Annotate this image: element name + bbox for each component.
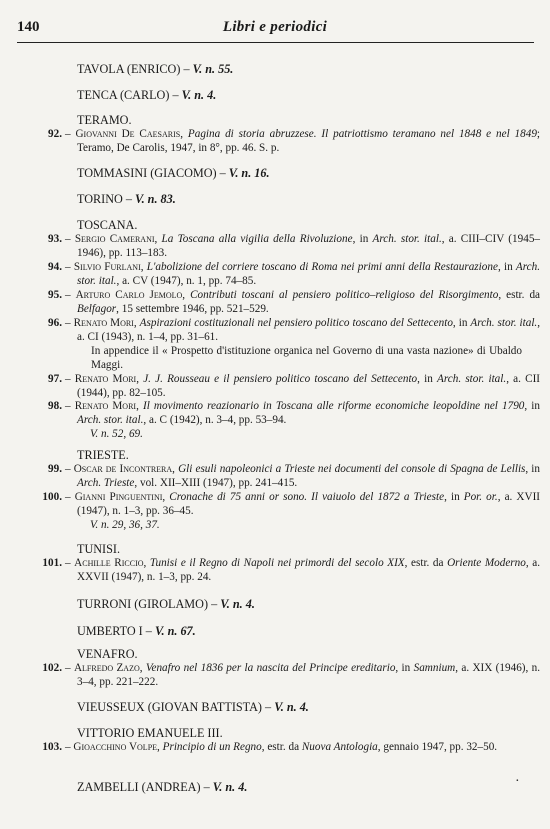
entry-publication: , vol. XII–XIII (1947), pp. 241–415. [134,477,298,489]
index-heading-tenca: TENCA (CARLO) – V. n. 4. [77,88,217,102]
entry-author: Renato Mori [74,373,137,385]
header-rule [17,42,534,43]
entry-publication: ; Teramo, De Carolis, 1947, in 8°, pp. 46. S. p. [77,128,541,154]
bibliography-entry-99: 99. – Oscar de Incontrera, Gli esuli napoleonici a Trieste nei documenti del console di Spagna de Lellis, in Arch. Trieste, vol. XII–XIII (1947), pp. 241–415. [0,462,540,490]
entry-journal: Samnium [413,662,456,674]
entry-number: 93. [48,233,62,245]
entry-journal: Arch. stor. ital. [77,261,541,287]
bibliography-entry-92: 92. – Giovanni De Caesaris, Pagina di storia abruzzese. Il patriottismo teramano nel 1848 e nel 1849; Teramo, De Carolis, 1947, in 8°, pp. 46. S. p. [0,127,540,155]
index-heading-tunisi [77,542,120,556]
entry-number: 96. [48,317,62,329]
cross-reference: V. n. 4. [181,88,217,102]
entry-cross-reference: V. n. 29, 36, 37. [90,519,160,531]
bibliography-entry-94: 94. – Silvio Furlani, L'abolizione del corriere toscano di Roma nei primi anni della Restaurazione, in Arch. stor. ital., a. CV (1947), n. 1, pp. 74–85. [0,260,540,288]
entry-author: Silvio Furlani [73,261,141,273]
cross-reference: V. n. 4. [274,700,309,714]
entry-journal: Arch. stor. ital. [372,233,442,245]
entry-author: Alfredo Zazo [73,662,140,674]
entry-publication: , a. XXVII (1947), n. 1–3, pp. 24. [77,557,540,583]
index-heading-umberto: UMBERTO I – V. n. 67. [77,624,196,638]
heading-name: VITTORIO EMANUELE III. [77,726,223,740]
bibliography-entry-96: 96. – Renato Mori, Aspirazioni costituzionali nel pensiero politico toscano del Settecento, in Arch. stor. ital., a. CI (1943), n. 1–4, pp. 31–61. In appendice il « Prospetto d'istituzione organica nel Governo di una vasta nazione» di Ubaldo Maggi. [0,316,540,372]
entry-title: Aspirazioni costituzionali nel pensiero politico toscano del Settecento [139,317,453,329]
heading-name: TENCA (CARLO) [77,88,170,102]
entry-title: Contributi toscani al pensiero politico–religioso del Risorgimento [190,289,499,301]
index-heading-trieste [77,448,129,462]
index-heading-tommasini: TOMMASINI (GIACOMO) – V. n. 16. [77,166,270,180]
entry-publication: , 15 settembre 1946, pp. 521–529. [116,303,269,315]
print-mark: · [515,774,520,789]
entry-number: 101. [42,557,62,569]
entry-publication: , a. C (1942), n. 3–4, pp. 53–94. [143,414,287,426]
heading-name: ZAMBELLI (ANDREA) [77,780,201,794]
entry-journal: Arch. Trieste [77,477,135,489]
heading-name: TUNISI. [77,542,120,556]
entry-author: Oscar de Incontrera [73,463,173,475]
entry-number: 99. [48,463,62,475]
bibliography-entry-97: 97. – Renato Mori, J. J. Rousseau e il pensiero politico toscano del Settecento, in Arch. stor. ital., a. CII (1944), pp. 82–105. [0,372,540,400]
heading-name: TOSCANA. [77,218,138,232]
entry-journal: Belfagor [77,303,117,315]
heading-name: TOMMASINI (GIACOMO) [77,166,217,180]
bibliography-entry-100: 100. – Gianni Pinguentini, Cronache di 75 anni or sono. Il vaiuolo del 1872 a Trieste, in Por. or., a. XVII (1947), n. 1–3, pp. 36–45. V. n. 29, 36, 37. [0,490,540,532]
entry-author: Gianni Pinguentini [74,491,163,503]
heading-name: VENAFRO. [77,647,138,661]
entry-cross-reference: V. n. 52, 69. [90,428,143,440]
index-heading-turroni: TURRONI (GIROLAMO) – V. n. 4. [77,597,255,611]
bibliography-entry-95: 95. – Arturo Carlo Jemolo, Contributi toscani al pensiero politico–religioso del Risorgimento, estr. da Belfagor, 15 settembre 1946, pp. 521–529. [0,288,540,316]
entry-author: Renato Mori [73,317,134,329]
entry-journal: Arch. stor. ital. [77,414,144,426]
entry-number: 100. [42,491,62,503]
entry-journal: Oriente Moderno [447,557,526,569]
entry-publication: , a. CI (1943), n. 1–4, pp. 31–61. [77,317,541,343]
entry-title: Gli esuli napoleonici a Trieste nei documenti del console di Spagna de Lellis [178,463,526,475]
entry-author: Gioacchino Volpe [73,741,158,753]
entry-number: 103. [42,741,62,753]
index-heading-venafro [77,647,138,661]
entry-journal: Nuova Antologia [301,741,378,753]
entry-journal: Arch. stor. ital. [470,317,538,329]
heading-name: UMBERTO I [77,624,143,638]
running-title: Libri e periodici [222,19,328,35]
entry-number: 92. [48,128,62,140]
heading-name: TORINO [77,192,123,206]
entry-title: Cronache di 75 anni or sono. Il vaiuolo del 1872 a Trieste [169,491,445,503]
entry-number: 98. [48,400,62,412]
index-heading-teramo [77,113,132,127]
index-heading-toscana [77,218,137,232]
entry-number: 102. [42,662,62,674]
entry-publication: , a. XIX (1946), n. 3–4, pp. 221–222. [77,662,541,688]
entry-appendix-note: In appendice il « Prospetto d'istituzione organica nel Governo di una vasta nazione» di Ubaldo Maggi. [91,345,522,371]
entry-title: Pagina di storia abruzzese. Il patriottismo teramano nel 1848 e nel 1849 [187,128,537,140]
entry-author: Renato Mori [74,400,137,412]
entry-title: L'abolizione del corriere toscano di Roma nei primi anni della Restaurazione [146,261,498,273]
entry-number: 94. [48,261,62,273]
heading-name: TURRONI (GIROLAMO) [77,597,209,611]
entry-number: 95. [48,289,62,301]
entry-number: 97. [48,373,62,385]
entry-publication: , gennaio 1947, pp. 32–50. [377,741,498,753]
running-header [17,20,533,42]
entry-title: Venafro nel 1836 per la nascita del Principe ereditario [145,662,396,674]
entry-author: Achille Riccio [74,557,144,569]
entry-publication: , a. CII (1944), pp. 82–105. [77,373,541,399]
heading-name: VIEUSSEUX (GIOVAN BATTISTA) [77,700,262,714]
bibliography-entry-98: 98. – Renato Mori, Il movimento reazionario in Toscana alle riforme economiche leopoldine nel 1790, in Arch. stor. ital., a. C (1942), n. 3–4, pp. 53–94. V. n. 52, 69. [0,399,540,441]
index-heading-torino: TORINO – V. n. 83. [77,192,176,206]
entry-title: Il movimento reazionario in Toscana alle riforme economiche leopoldine nel 1790 [142,400,525,412]
bibliography-entry-101: 101. – Achille Riccio, Tunisi e il Regno di Napoli nei primordi del secolo XIX, estr. da Oriente Moderno, a. XXVII (1947), n. 1–3, pp. 24. [0,556,540,584]
entry-publication: , a. CIII–CIV (1945–1946), pp. 113–183. [77,233,541,259]
cross-reference: V. n. 16. [228,166,270,180]
index-heading-tavola: TAVOLA (ENRICO) – V. n. 55. [77,62,234,76]
bibliography-entry-102: 102. – Alfredo Zazo, Venafro nel 1836 per la nascita del Principe ereditario, in Samnium, a. XIX (1946), n. 3–4, pp. 221–222. [0,661,540,689]
entry-publication: , a. XVII (1947), n. 1–3, pp. 36–45. [77,491,541,517]
entry-title: Tunisi e il Regno di Napoli nei primordi del secolo XIX [149,557,405,569]
index-heading-vieusseux: VIEUSSEUX (GIOVAN BATTISTA) – V. n. 4. [77,700,309,714]
entry-journal: Arch. stor. ital. [437,373,507,385]
page-number: 140 [17,19,40,35]
entry-author: Giovanni De Caesaris [75,128,181,140]
heading-name: TERAMO. [77,113,132,127]
entry-author: Sergio Camerani [74,233,155,245]
cross-reference: V. n. 67. [154,624,196,638]
cross-reference: V. n. 83. [135,192,176,206]
bibliography-entry-103: 103. – Gioacchino Volpe, Principio di un Regno, estr. da Nuova Antologia, gennaio 1947, pp. 32–50. [0,740,540,754]
cross-reference: V. n. 4. [212,780,248,794]
cross-reference: V. n. 4. [220,597,255,611]
bibliography-entry-93: 93. – Sergio Camerani, La Toscana alla vigilia della Rivoluzione, in Arch. stor. ital., a. CIII–CIV (1945–1946), pp. 113–183. [0,232,540,260]
entry-publication: , a. CV (1947), n. 1, pp. 74–85. [116,275,257,287]
entry-title: Principio di un Regno [162,741,262,753]
entry-title: J. J. Rousseau e il pensiero politico toscano del Settecento [143,373,418,385]
heading-name: TRIESTE. [77,448,129,462]
cross-reference: V. n. 55. [192,62,234,76]
entry-journal: Por. or. [463,491,498,503]
entry-author: Arturo Carlo Jemolo [75,289,183,301]
index-heading-vittorio-emanuele [77,726,223,740]
heading-name: TAVOLA (ENRICO) [77,62,181,76]
index-heading-zambelli: ZAMBELLI (ANDREA) – V. n. 4. [77,780,248,794]
entry-title: La Toscana alla vigilia della Rivoluzione [161,233,353,245]
